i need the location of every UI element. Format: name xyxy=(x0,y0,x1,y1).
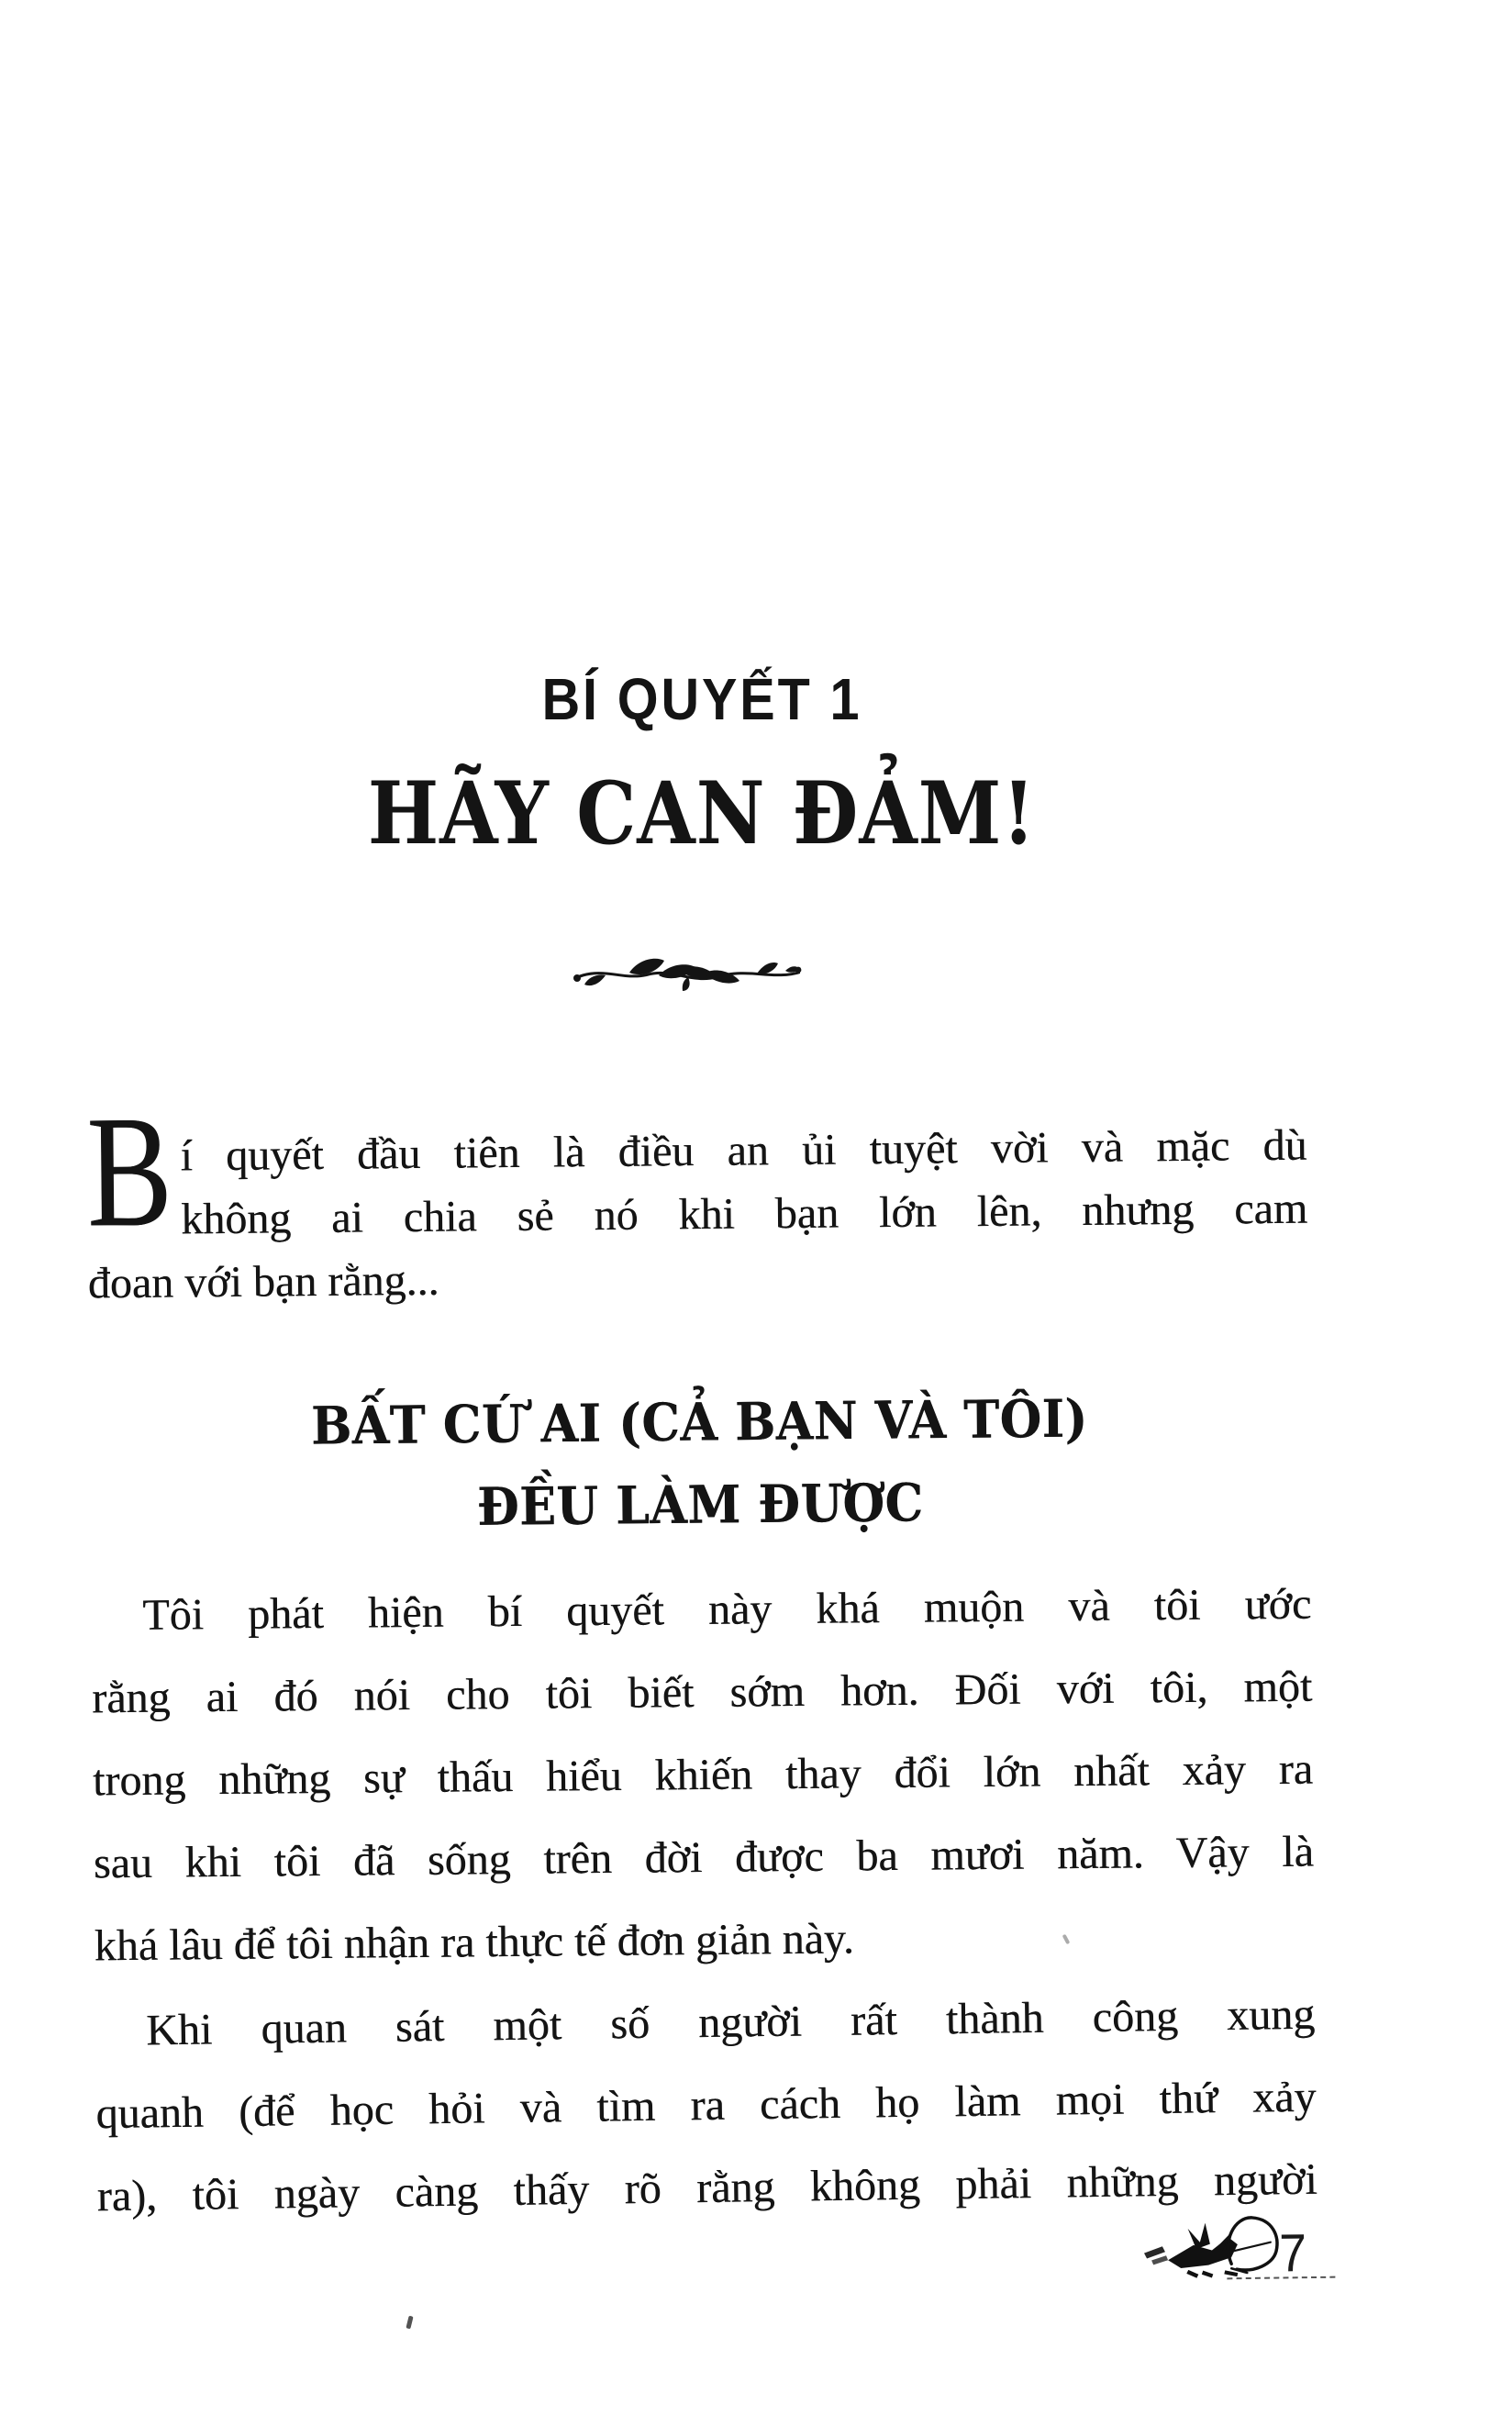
text-line: sau khi tôi đã sống trên đời được ba mươi năm. Vậy là xyxy=(93,1827,1315,1888)
bird-sketch-icon xyxy=(1141,2211,1280,2296)
paragraph-3 xyxy=(94,1974,1318,2239)
chapter-title: HÃY CAN ĐẢM! xyxy=(367,762,1037,864)
subheading-line: ĐỀU LÀM ĐƯỢC xyxy=(476,1471,924,1538)
subheading-line: BẤT CỨ AI (CẢ BẠN VÀ TÔI) xyxy=(310,1386,1088,1457)
text-line: quanh (để học hỏi và tìm ra cách họ làm mọi thứ xảy xyxy=(95,2072,1317,2139)
text-line: đoan với bạn rằng... xyxy=(87,1255,439,1308)
page-number: 7 xyxy=(1278,2223,1307,2284)
subheading xyxy=(89,1375,1311,1552)
page-footer-ornament xyxy=(1141,2209,1353,2295)
text-line: trong những sự thấu hiểu khiến thay đổi lớn nhất xảy ra xyxy=(92,1744,1314,1806)
dropcap-letter: B xyxy=(85,1082,173,1261)
body-text xyxy=(85,1082,1318,2236)
text-line: khá lâu để tôi nhận ra thực tế đơn giản này. xyxy=(94,1914,855,1971)
flourish-vine-icon xyxy=(79,951,1299,993)
text-line: í quyết đầu tiên là điều an ủi tuyệt vời và mặc dù xyxy=(180,1120,1307,1181)
scan-artifact xyxy=(406,2316,413,2330)
paragraph-2 xyxy=(91,1564,1315,1988)
text-line: ra), tôi ngày càng thấy rõ rằng không phải những người xyxy=(96,2154,1318,2221)
paragraph-1 xyxy=(85,1082,1308,1316)
text-line: rằng ai đó nói cho tôi biết sớm hơn. Đối với tôi, một xyxy=(91,1662,1313,1723)
text-line: Khi quan sát một số người rất thành công xung xyxy=(145,1989,1316,2055)
text-line: không ai chia sẻ nó khi bạn lớn lên, nhưng cam xyxy=(180,1184,1308,1244)
chapter-label: BÍ QUYẾT 1 xyxy=(541,666,862,732)
text-line: Tôi phát hiện bí quyết này khá muộn và tôi ước xyxy=(142,1579,1312,1640)
